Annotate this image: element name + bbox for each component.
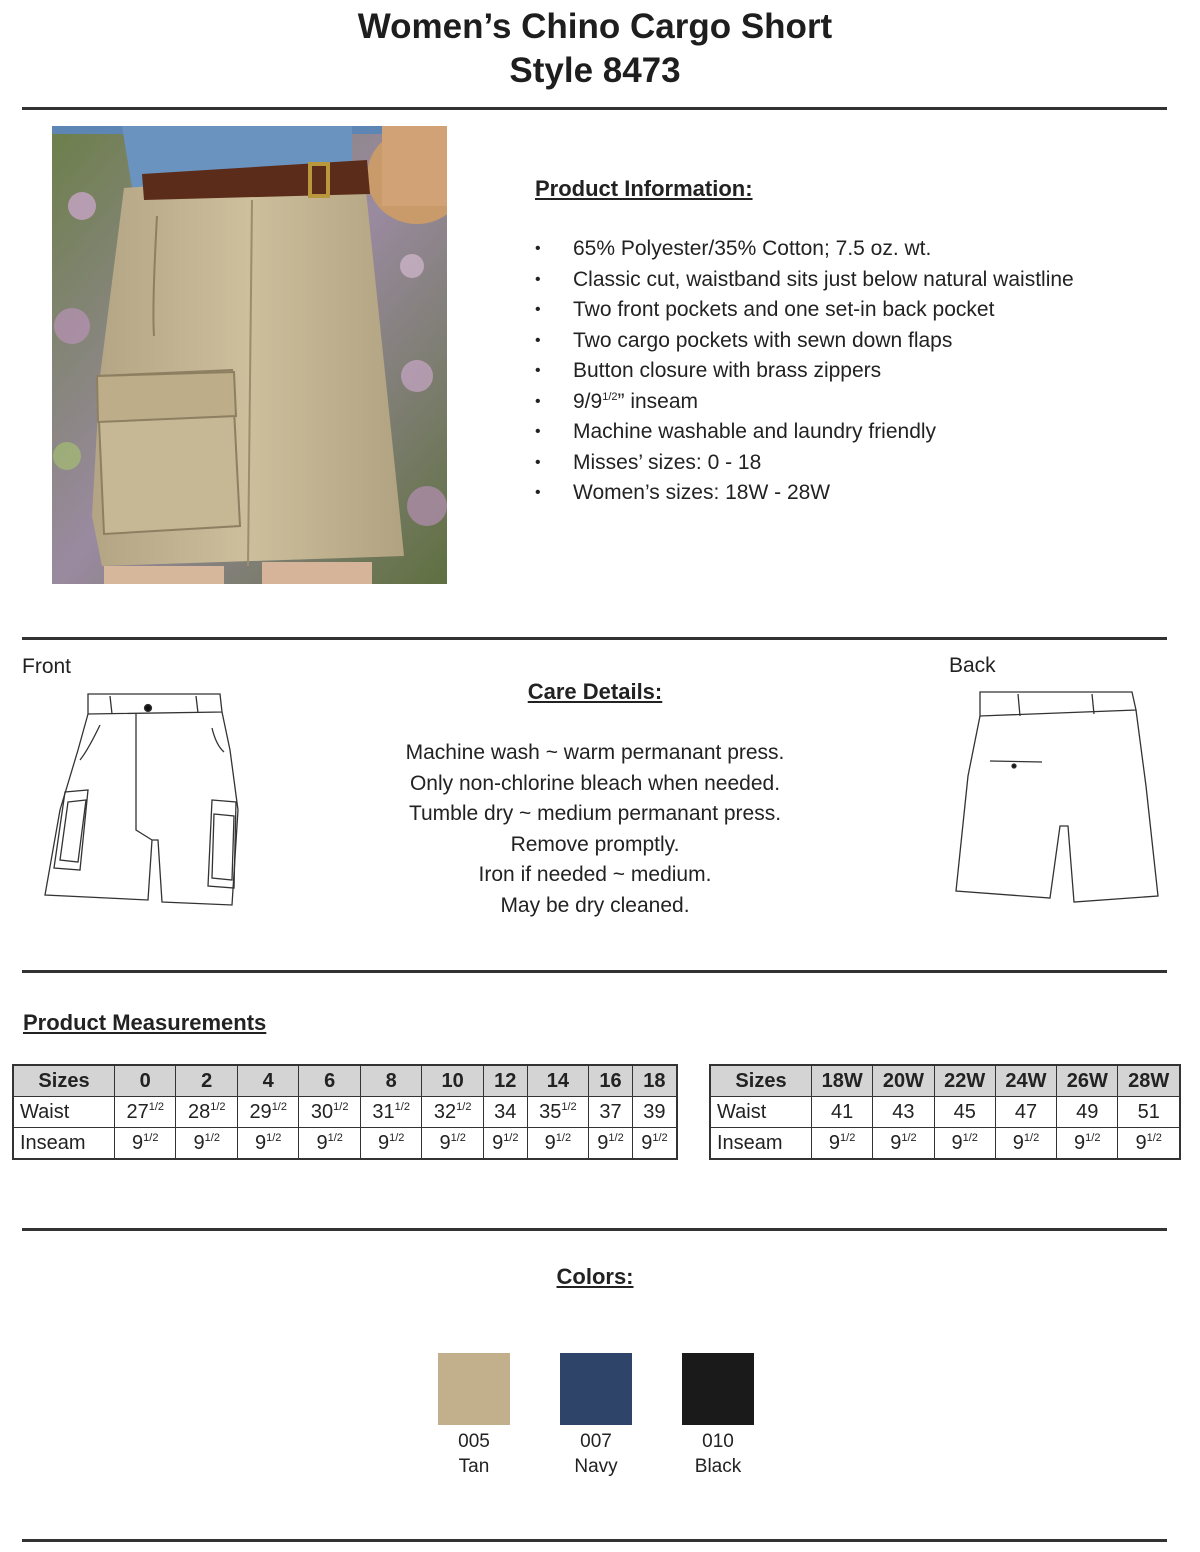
inseam-cell: $9^{1/2}$ [1118,1128,1180,1160]
inseam-cell: $9^{1/2}$ [360,1128,421,1160]
divider [22,1228,1167,1231]
table-row [710,1065,1180,1097]
product-photo [52,126,447,584]
inseam-cell: $9^{1/2}$ [422,1128,483,1160]
inseam-cell: $9^{1/2}$ [873,1128,934,1160]
size-cell: 6 [299,1065,360,1097]
measurements-heading: Product Measurements [23,1010,267,1035]
inseam-cell: $9^{1/2}$ [176,1128,237,1160]
list-item: • Misses’ sizes: 0 - 18 [532,448,1074,479]
colors-heading: Colors: [556,1264,634,1289]
waist-cell: 37 [589,1097,633,1128]
list-item: • Women’s sizes: 18W - 28W [532,478,1074,509]
inseam-cell: $9^{1/2}$ [812,1128,873,1160]
waist-cell: $28^{1/2}$ [176,1097,237,1128]
back-label: Back [949,654,996,677]
size-cell: 18 [632,1065,677,1097]
divider [22,107,1167,110]
list-item: • Button closure with brass zippers [532,356,1074,387]
list-item: • Machine washable and laundry friendly [532,417,1074,448]
size-cell: 18W [812,1065,873,1097]
table-row [13,1128,677,1160]
list-item: • Two cargo pockets with sewn down flaps [532,326,1074,357]
size-cell: 22W [934,1065,995,1097]
size-cell: 2 [176,1065,237,1097]
waist-cell: $29^{1/2}$ [237,1097,298,1128]
color-code: 007 [580,1431,612,1452]
color-swatch-black [682,1353,754,1425]
color-swatch-tan [438,1353,510,1425]
inseam-cell: $9^{1/2}$ [995,1128,1056,1160]
inseam-label: Inseam [13,1128,115,1160]
color-code: 005 [458,1431,490,1452]
inseam-label: Inseam [710,1128,812,1160]
care-line: Only non-chlorine bleach when needed. [409,771,781,795]
color-name: Black [694,1456,742,1477]
misses-size-table [12,1064,678,1160]
color-label-tan [414,1429,534,1479]
size-cell: 10 [422,1065,483,1097]
inseam-cell: $9^{1/2}$ [934,1128,995,1160]
list-item: • Two front pockets and one set-in back pocket [532,295,1074,326]
waist-cell: 34 [483,1097,527,1128]
product-info-heading: Product Information: [535,176,753,201]
inseam-cell: $9^{1/2}$ [299,1128,360,1160]
color-label-navy [536,1429,656,1479]
waist-cell: $31^{1/2}$ [360,1097,421,1128]
care-line: Tumble dry ~ medium permanant press. [408,802,782,825]
inseam-cell: $9^{1/2}$ [115,1128,176,1160]
inseam-cell: $9^{1/2}$ [1057,1128,1118,1160]
divider [22,970,1167,973]
size-cell: 0 [115,1065,176,1097]
waist-cell: $30^{1/2}$ [299,1097,360,1128]
list-item: • Classic cut, waistband sits just below natural waistline [532,265,1074,296]
waist-cell: 43 [873,1097,934,1128]
back-sketch [950,686,1164,908]
front-sketch [40,690,245,910]
list-item: • 65% Polyester/35% Cotton; 7.5 oz. wt. [532,234,1074,265]
color-name: Navy [574,1456,618,1477]
inseam-cell: $9^{1/2}$ [237,1128,298,1160]
care-line: Machine wash ~ warm permanant press. [405,741,785,764]
size-cell: 16 [589,1065,633,1097]
waist-cell: $27^{1/2}$ [115,1097,176,1128]
waist-cell: 39 [632,1097,677,1128]
waist-cell: 49 [1057,1097,1118,1128]
table-row [710,1128,1180,1160]
size-cell: 14 [527,1065,588,1097]
care-heading: Care Details: [527,679,663,704]
size-cell: 4 [237,1065,298,1097]
waist-cell: $32^{1/2}$ [422,1097,483,1128]
waist-cell: 47 [995,1097,1056,1128]
waist-label: Waist [13,1097,115,1128]
color-swatch-navy [560,1353,632,1425]
care-instructions [300,738,890,921]
product-info-list [532,234,1074,509]
front-label: Front [22,655,72,678]
waist-cell: $35^{1/2}$ [527,1097,588,1128]
table-row [13,1065,677,1097]
care-line: Remove promptly. [510,832,680,856]
divider [22,1539,1167,1542]
size-cell: 20W [873,1065,934,1097]
waist-cell: 51 [1118,1097,1180,1128]
waist-cell: 45 [934,1097,995,1128]
care-line: May be dry cleaned. [500,893,690,917]
page-title: Women’s Chino Cargo Short [357,7,833,46]
color-name: Tan [458,1456,490,1477]
sizes-label: Sizes [13,1065,115,1097]
size-cell: 26W [1057,1065,1118,1097]
color-code: 010 [702,1431,734,1452]
inseam-cell: $9^{1/2}$ [632,1128,677,1160]
care-line: Iron if needed ~ medium. [478,863,712,886]
waist-cell: 41 [812,1097,873,1128]
color-label-black [658,1429,778,1479]
list-item: • $9/9^{1/2}$” inseam [532,387,1074,418]
style-number: Style 8473 [509,51,681,90]
table-row [710,1097,1180,1128]
size-cell: 28W [1118,1065,1180,1097]
inseam-cell: $9^{1/2}$ [527,1128,588,1160]
inseam-cell: $9^{1/2}$ [589,1128,633,1160]
size-cell: 24W [995,1065,1056,1097]
inseam-cell: $9^{1/2}$ [483,1128,527,1160]
sizes-label: Sizes [710,1065,812,1097]
size-cell: 12 [483,1065,527,1097]
waist-label: Waist [710,1097,812,1128]
womens-size-table [709,1064,1181,1160]
size-cell: 8 [360,1065,421,1097]
table-row [13,1097,677,1128]
divider [22,637,1167,640]
